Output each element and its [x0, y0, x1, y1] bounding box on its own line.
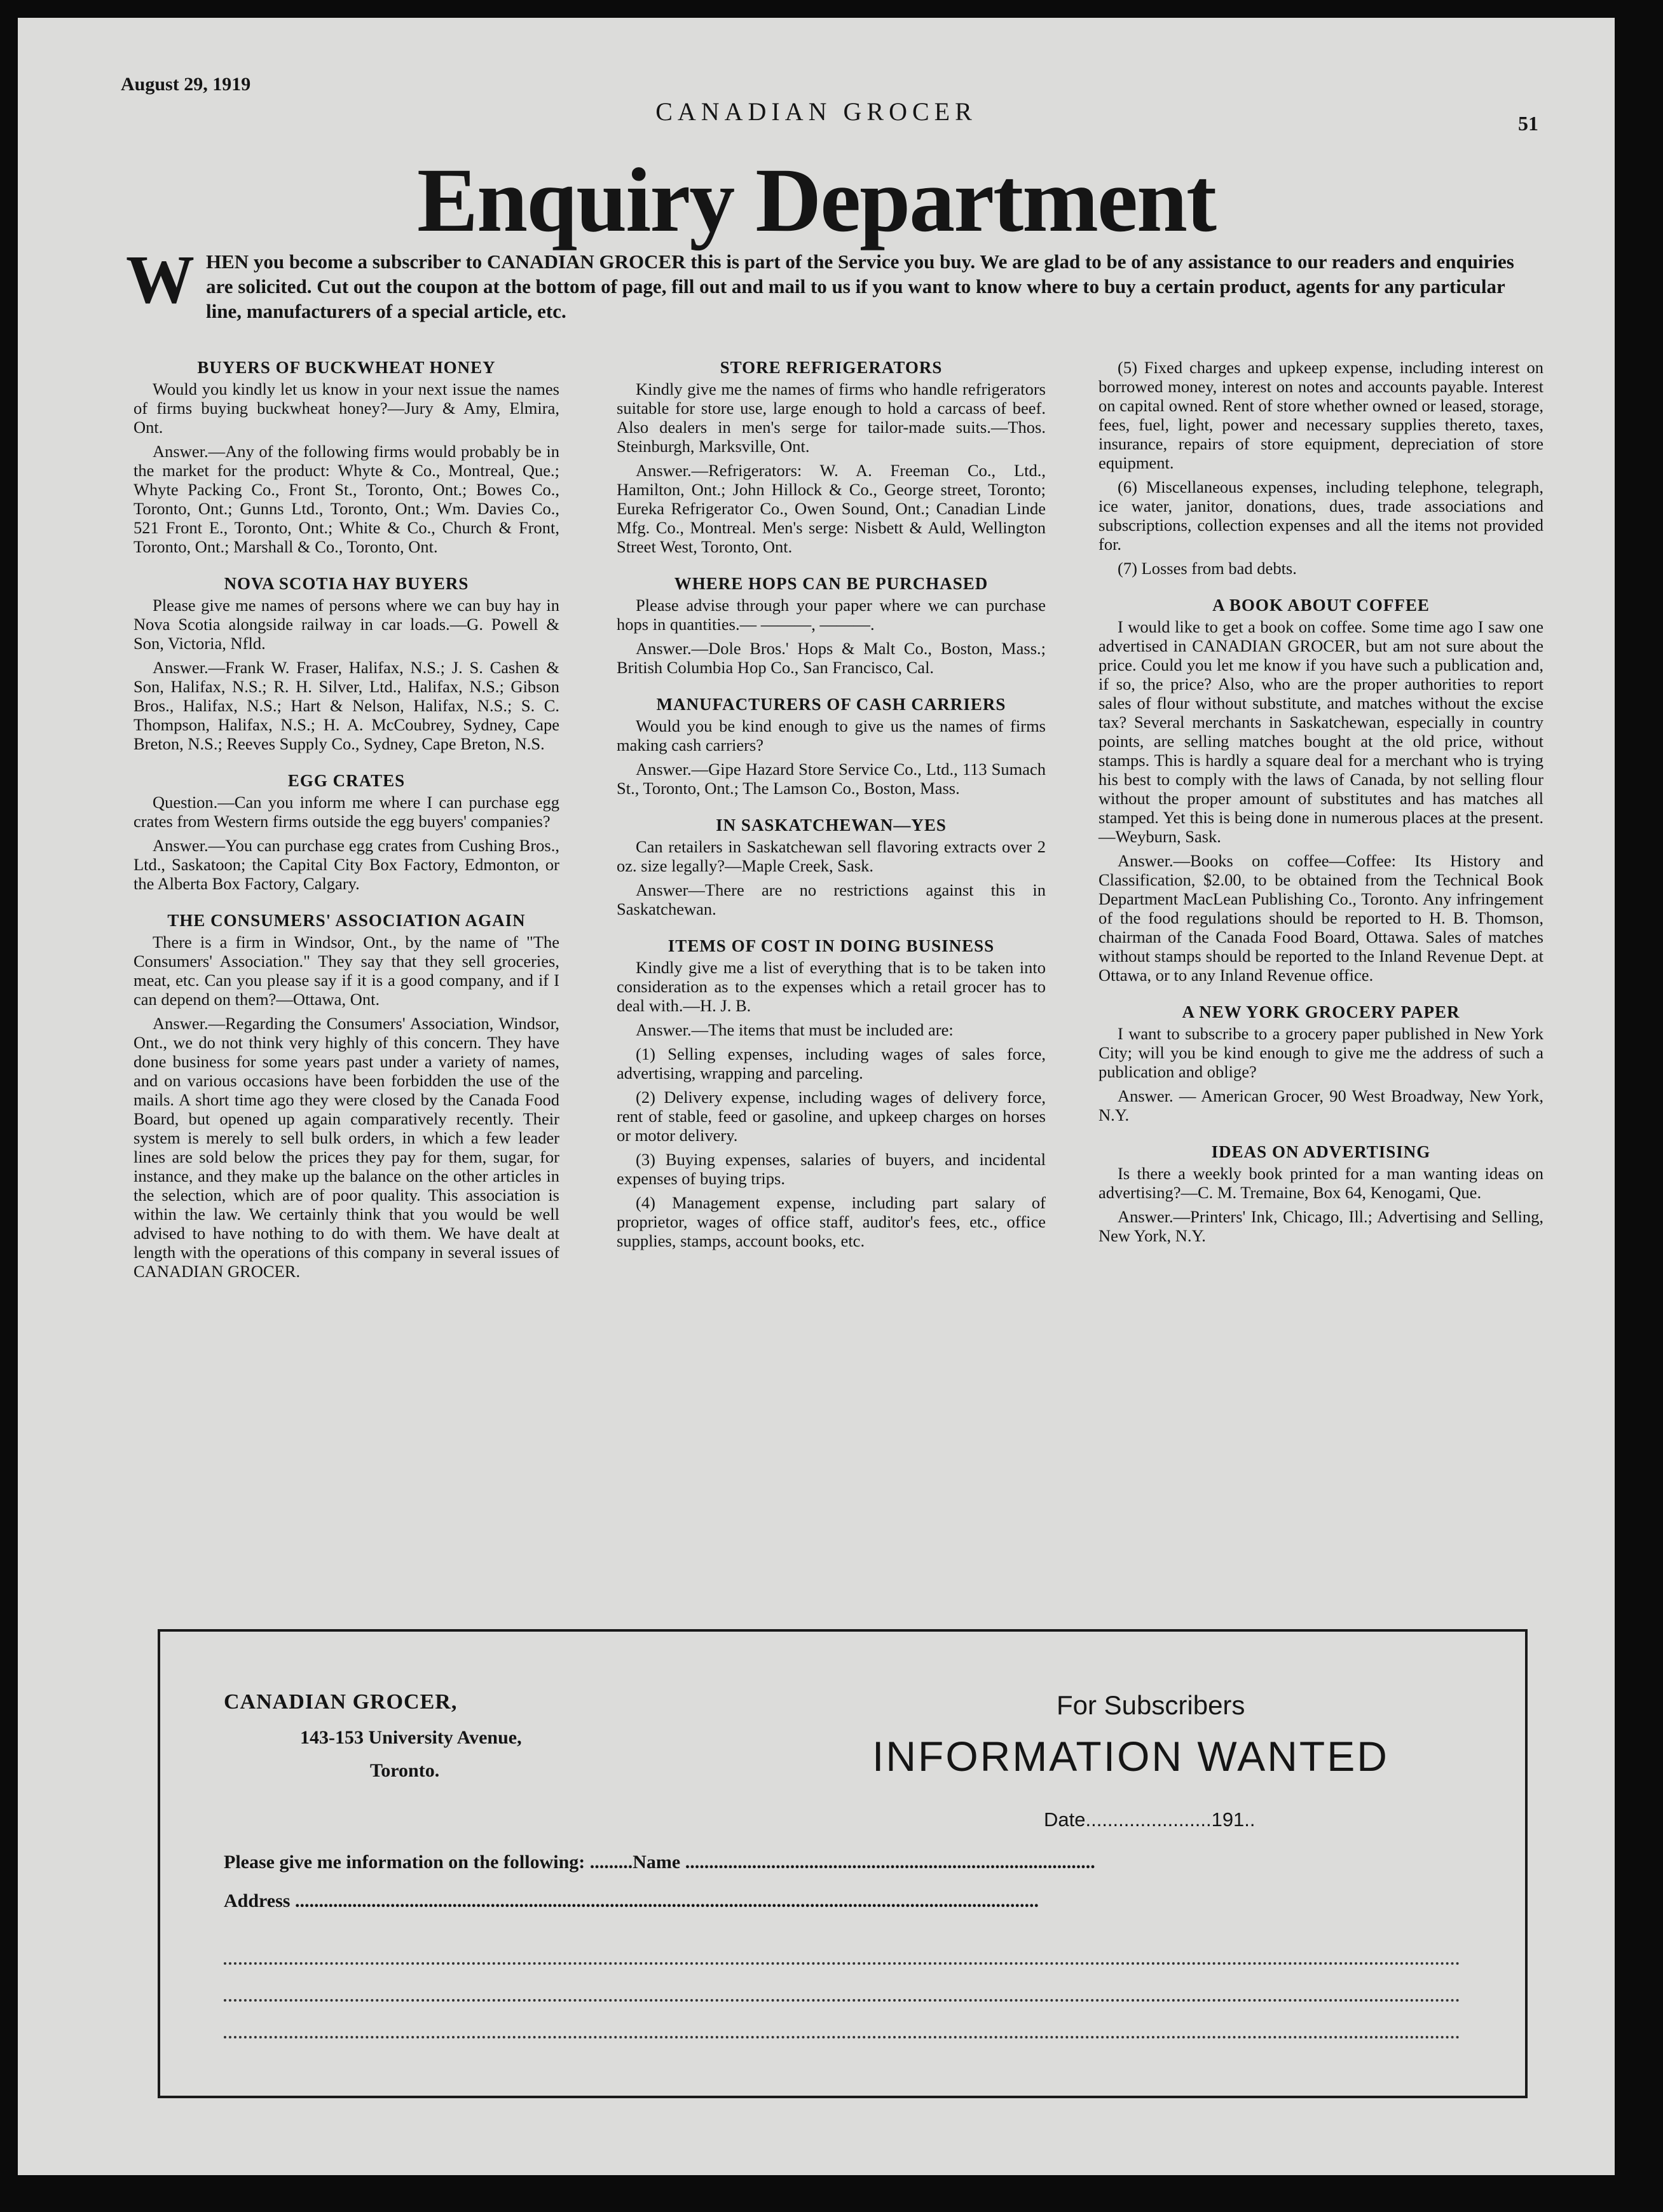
coupon-street-address: 143-153 University Avenue, — [300, 1727, 522, 1748]
answer: Answer.—Books on coffee—Coffee: Its History and Classification, $2.00, to be obtained from the Technical Book Department MacLean Publishing Co., Toronto. Any infringement of the food regulations should be reported to H. B. Thomson, chairman of the Canada Food Board, Ottawa. Sales of matches without stamps should be reported to the Inland Revenue Dept. at Ottawa, or to any Inland Revenue office. — [1098, 851, 1543, 985]
column-right — [1098, 358, 1543, 1250]
question: Is there a weekly book printed for a man wanting ideas on advertising?—C. M. Tremaine, Box 64, Kenogami, Que. — [1098, 1164, 1543, 1202]
question: I would like to get a book on coffee. Some time ago I saw one advertised in CANADIAN GROCER, but am not sure about the price. Could you let me know if you have such a publication and, if so, the price? Also, who are the proper authorities to report sales of flour without substitute, and matches without the excise tax? Several merchants in Saskatchewan, especially in country points, are selling matches bought at the old price, without stamps. This is hardly a square deal for a merchant who is trying his best to comply with the laws of Canada, by not selling flour without the proper amount of substitutes and has matches all stamped. Yet this is being done in numerous places at the present.—Weyburn, Sask. — [1098, 617, 1543, 846]
section-title: IN SASKATCHEWAN—YES — [716, 816, 947, 835]
question: Would you be kind enough to give us the names of firms making cash carriers? — [617, 716, 1046, 754]
section-title: EGG CRATES — [287, 771, 406, 790]
coupon-blank-line[interactable] — [224, 2036, 1460, 2038]
subscriber-coupon[interactable] — [158, 1629, 1528, 2098]
question: Question.—Can you inform me where I can purchase egg crates from Western firms outside the egg buyers' companies? — [133, 793, 559, 831]
coupon-city: Toronto. — [370, 1760, 440, 1781]
list-item: (2) Delivery expense, including wages of delivery force, rent of stable, feed or gasoline, and upkeep charges on horses or motor delivery. — [617, 1088, 1046, 1145]
masthead: CANADIAN GROCER — [655, 97, 977, 126]
list-item: (1) Selling expenses, including wages of sales force, advertising, wrapping and parceling. — [617, 1044, 1046, 1082]
magazine-page — [18, 18, 1615, 2175]
answer: Answer.—Refrigerators: W. A. Freeman Co., Ltd., Hamilton, Ont.; John Hillock & Co., George street, Toronto; Eureka Refrigerator Co., Owen Sound, Ont.; Canadian Linde Mfg. Co., Montreal. Men's serge: Nisbett & Auld, Wellington Street West, Toronto, Ont. — [617, 461, 1046, 556]
intro-paragraph — [126, 242, 1521, 324]
question: There is a firm in Windsor, Ont., by the name of "The Consumers' Association." They say that they sell groceries, meat, etc. Can you please say if it is a good company, and if I can depend on them?—Ottawa, Ont. — [133, 932, 559, 1009]
section-title: BUYERS OF BUCKWHEAT HONEY — [197, 358, 496, 377]
answer: Answer.—Any of the following firms would probably be in the market for the product: Whyte & Co., Montreal, Que.; Whyte Packing Co., Front St., Toronto, Ont.; Bowes Co., Toronto, Ont.; Gunns Ltd., Toronto, Ont.; Wm. Davies Co., 521 Front E., Toronto, Ont.; White & Co., Church & Front, Toronto, Ont.; Marshall & Co., Toronto, Ont. — [133, 442, 559, 556]
question: Can retailers in Saskatchewan sell flavoring extracts over 2 oz. size legally?—Maple Creek, Sask. — [617, 837, 1046, 875]
section-title: MANUFACTURERS OF CASH CARRIERS — [656, 695, 1006, 714]
coupon-title: INFORMATION WANTED — [872, 1733, 1389, 1780]
section-title: NOVA SCOTIA HAY BUYERS — [224, 574, 469, 593]
answer: Answer.—Gipe Hazard Store Service Co., Ltd., 113 Sumach St., Toronto, Ont.; The Lamson Co., Boston, Mass. — [617, 760, 1046, 798]
drop-cap: W — [126, 242, 195, 318]
question: Kindly give me the names of firms who handle refrigerators suitable for store use, large enough to hold a carcass of beef. Also dealers in men's serge for tailor-made suits.—Thos. Steinburgh, Marksville, Ont. — [617, 379, 1046, 456]
coupon-name-field[interactable]: Please give me information on the following: .........Name ...................................................................................... — [224, 1852, 1095, 1873]
list-item: (7) Losses from bad debts. — [1118, 559, 1297, 578]
intro-text: HEN you become a subscriber to CANADIAN GROCER this is part of the Service you buy. We are glad to be of any assistance to our readers and enquiries are solicited. Cut out the coupon at the bottom of page, fill out and mail to us if you want to know where to buy a certain product, agents for any particular line, manufacturers of a special article, etc. — [206, 250, 1514, 322]
coupon-address-field[interactable]: Address ............................................................................................................................................................ — [224, 1890, 1039, 1911]
question: Would you kindly let us know in your next issue the names of firms buying buckwheat honey?—Jury & Amy, Elmira, Ont. — [133, 379, 559, 437]
coupon-publisher: CANADIAN GROCER, — [224, 1690, 458, 1714]
answer: Answer.—Frank W. Fraser, Halifax, N.S.; J. S. Cashen & Son, Halifax, N.S.; R. H. Silver, Ltd., Halifax, N.S.; Gibson Bros., Halifax, N.S.; Hart & Nelson, Halifax, N.S.; S. C. Thompson, Halifax, N.S.; H. A. McCoubrey, Sydney, Cape Breton, N.S.; Reeves Supply Co., Sydney, Cape Breton, N.S. — [133, 658, 559, 753]
answer: Answer.—Regarding the Consumers' Association, Windsor, Ont., we do not think very highly of this concern. They have done business for some years past under a variety of names, and on various occasions have been forbidden the use of the mails. A short time ago they were closed by the Canada Food Board, but opened up again comparatively recently. Their system is merely to sell bulk orders, in which a few leader lines are sold below the prices they pay for them, sugar, for instance, and they make up the balance on the other articles in the selection, which are of poor quality. This association is within the law. We certainly think that you would be well advised to have nothing to do with them. We have dealt at length with the operations of this company in several issues of CANADIAN GROCER. — [133, 1014, 559, 1281]
answer: Answer. — American Grocer, 90 West Broadway, New York, N.Y. — [1098, 1086, 1543, 1124]
answer: Answer—There are no restrictions against this in Saskatchewan. — [617, 880, 1046, 918]
section-title: STORE REFRIGERATORS — [720, 358, 943, 377]
question: Please advise through your paper where we can purchase hops in quantities.— ———, ———. — [617, 596, 1046, 634]
section-title: WHERE HOPS CAN BE PURCHASED — [674, 574, 989, 593]
answer: Answer.—Dole Bros.' Hops & Malt Co., Boston, Mass.; British Columbia Hop Co., San Francisco, Cal. — [617, 639, 1046, 677]
question: I want to subscribe to a grocery paper published in New York City; will you be kind enough to give me the address of such a publication and oblige? — [1098, 1024, 1543, 1081]
list-item: (4) Management expense, including part salary of proprietor, wages of office staff, auditor's fees, etc., office supplies, stamps, account books, etc. — [617, 1193, 1046, 1250]
section-title: A NEW YORK GROCERY PAPER — [1182, 1002, 1460, 1021]
section-title: IDEAS ON ADVERTISING — [1211, 1142, 1431, 1161]
section-title: THE CONSUMERS' ASSOCIATION AGAIN — [167, 911, 526, 930]
answer: Answer.—You can purchase egg crates from Cushing Bros., Ltd., Saskatoon; the Capital City Box Factory, Edmonton, or the Alberta Box Factory, Calgary. — [133, 836, 559, 893]
column-middle — [617, 358, 1046, 1255]
list-item: (5) Fixed charges and upkeep expense, including interest on borrowed money, interest on notes and accounts payable. Interest on capital owned. Rent of store whether owned or leased, storage, fees, fuel, light, power and necessary supplies thereto, taxes, insurance, repairs of store equipment, depreciation of store equipment. — [1098, 358, 1543, 472]
coupon-blank-line[interactable] — [224, 1999, 1460, 2002]
column-left — [133, 358, 559, 1286]
page-title: Enquiry Department — [417, 150, 1215, 251]
coupon-blank-line[interactable] — [224, 1962, 1460, 1965]
list-item: (3) Buying expenses, salaries of buyers, and incidental expenses of buying trips. — [617, 1150, 1046, 1188]
coupon-subtitle: For Subscribers — [1057, 1690, 1245, 1720]
question: Kindly give me a list of everything that is to be taken into consideration as to the expenses which a retail grocer has to deal with.—H. J. B. — [617, 958, 1046, 1015]
list-item: (6) Miscellaneous expenses, including telephone, telegraph, ice water, janitor, donations, dues, trade associations and subscriptions, collection expenses and all the items not provided for. — [1098, 477, 1543, 554]
issue-date: August 29, 1919 — [121, 74, 251, 95]
question: Please give me names of persons where we can buy hay in Nova Scotia alongside railway in car loads.—G. Powell & Son, Victoria, Nfld. — [133, 596, 559, 653]
answer: Answer.—The items that must be included are: — [636, 1020, 954, 1039]
page-number: 51 — [1518, 112, 1538, 135]
section-title: ITEMS OF COST IN DOING BUSINESS — [667, 936, 995, 955]
answer: Answer.—Printers' Ink, Chicago, Ill.; Advertising and Selling, New York, N.Y. — [1098, 1207, 1543, 1245]
coupon-date-field[interactable]: Date.......................191.. — [1044, 1808, 1256, 1831]
section-title: A BOOK ABOUT COFFEE — [1212, 596, 1430, 615]
